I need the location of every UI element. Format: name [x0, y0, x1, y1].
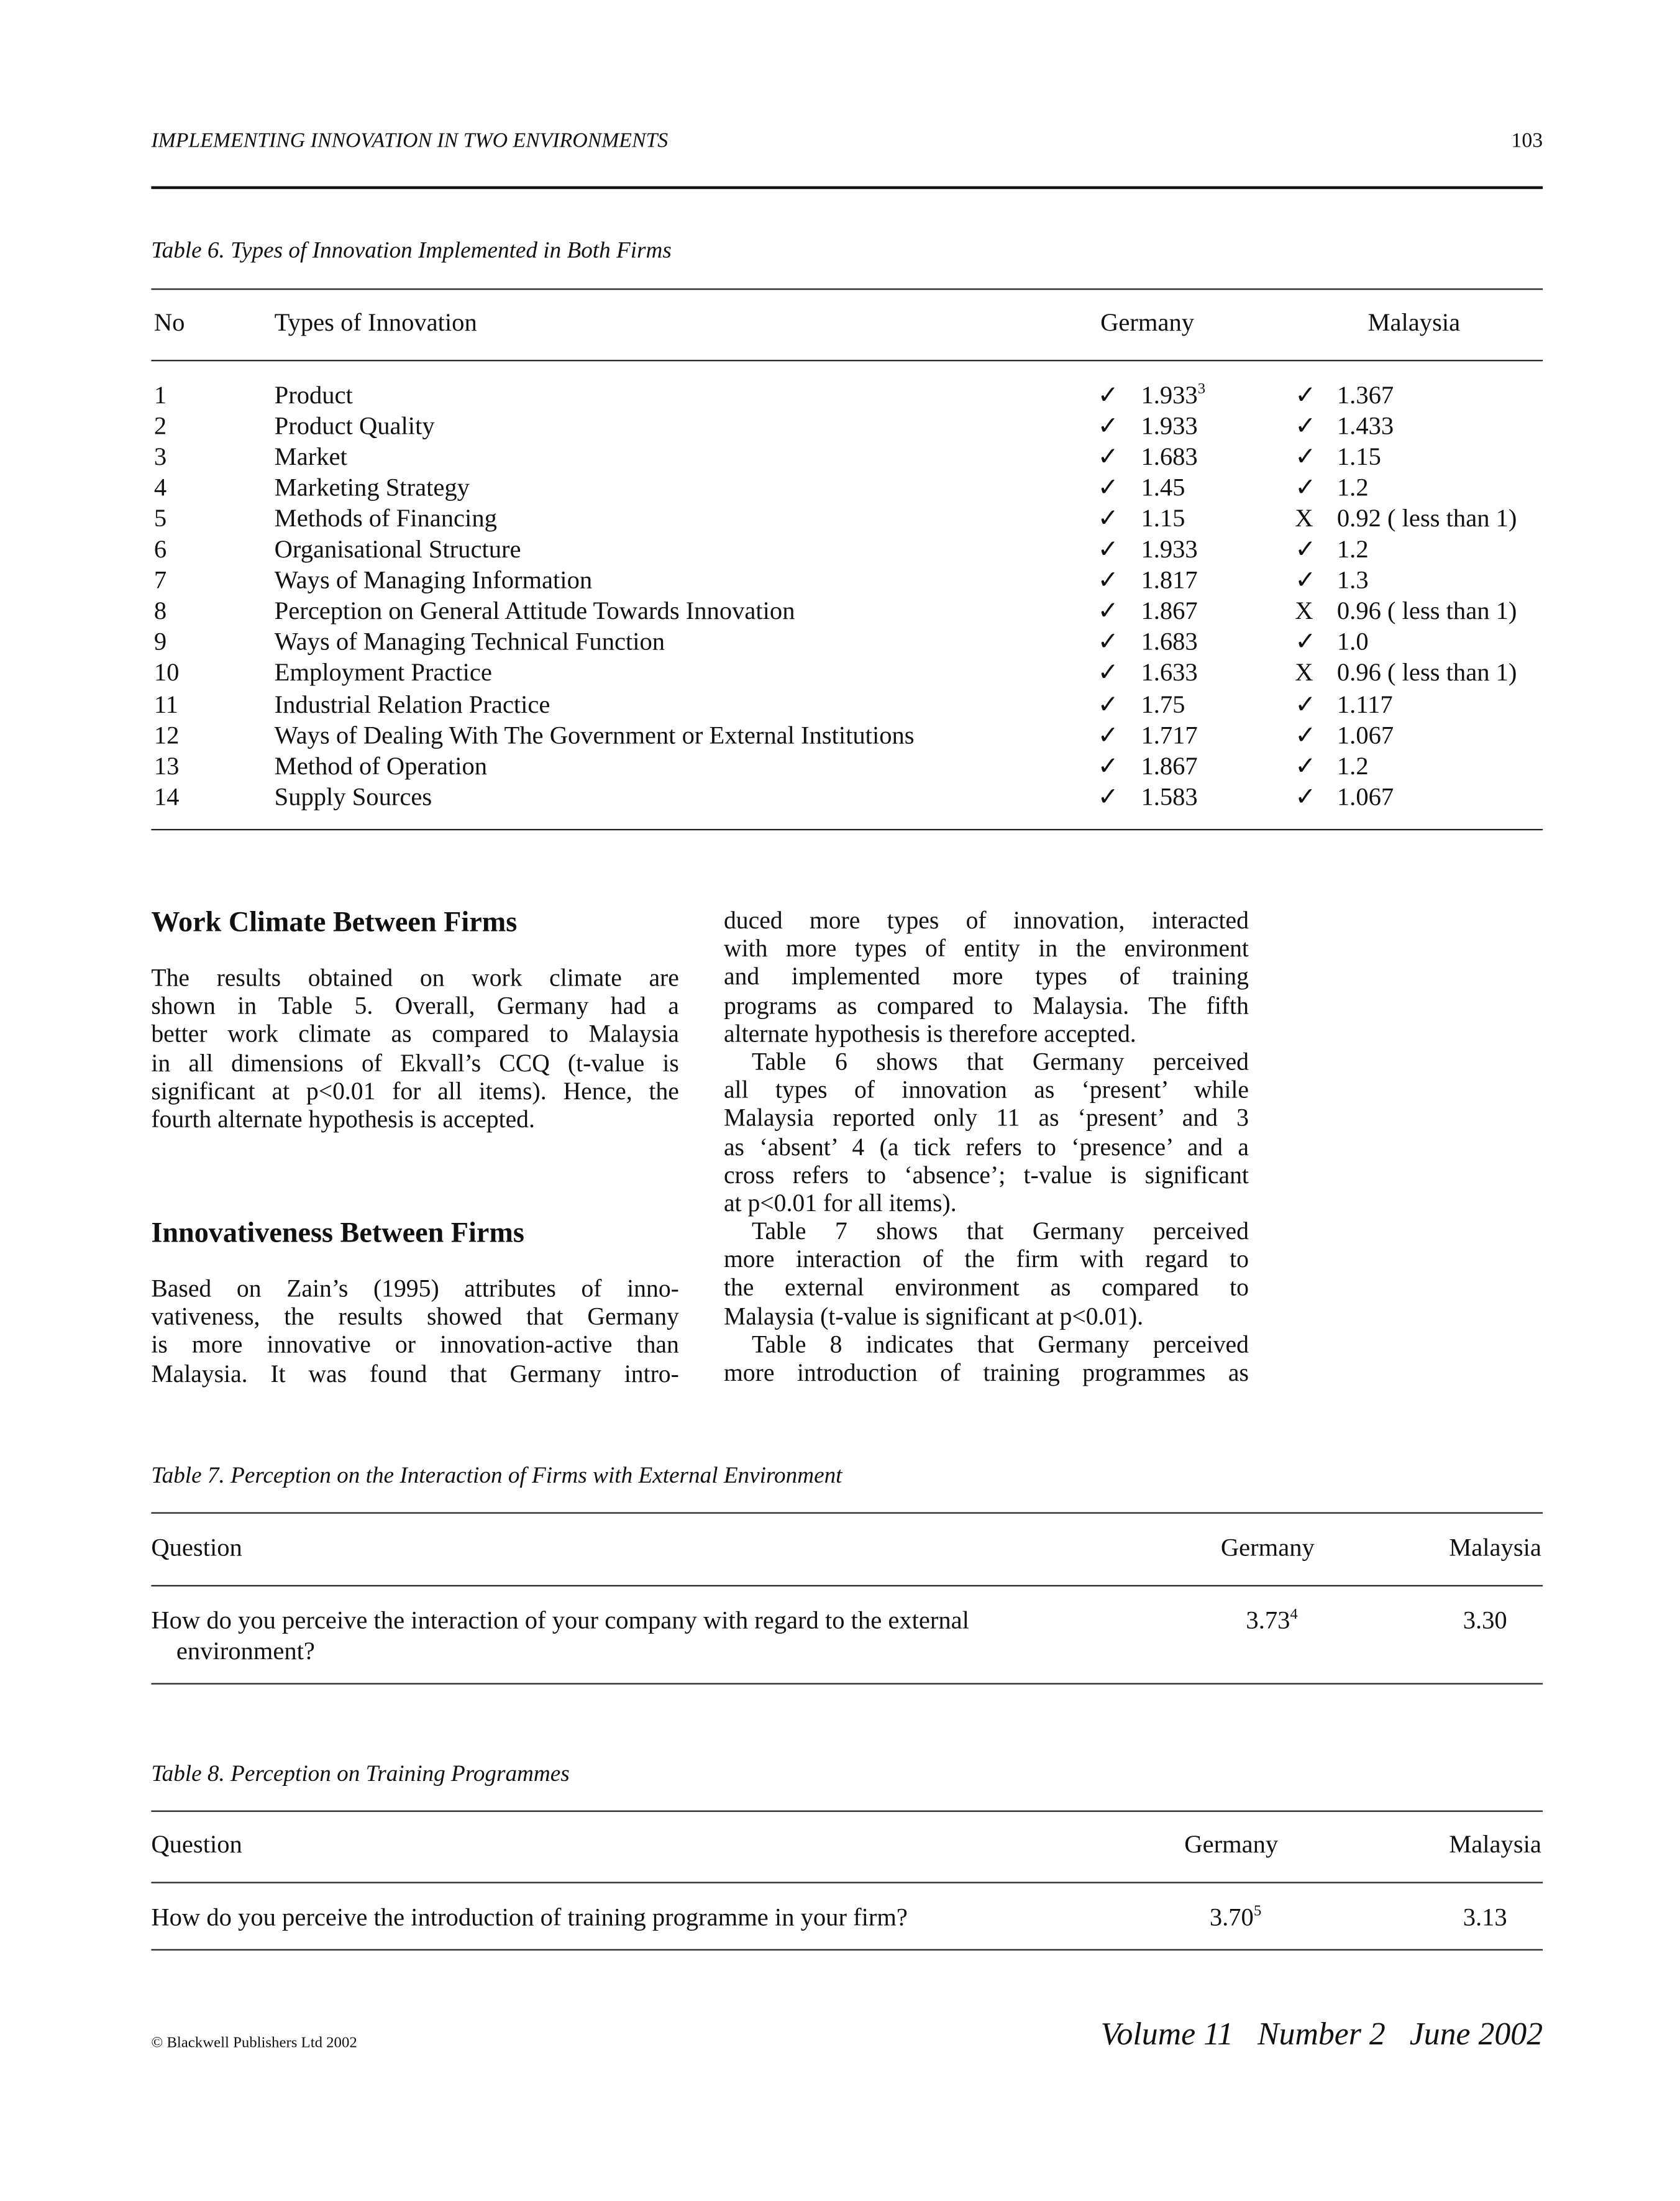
- text-line: at p<0.01 for all items).: [723, 1188, 957, 1217]
- text-line: Malaysia. It was found that Germany intro-: [151, 1358, 679, 1388]
- table8-header-germany: Germany: [1184, 1830, 1279, 1859]
- table7-caption: Table 7. Perception on the Interaction of Firms with External Environment: [151, 1462, 842, 1489]
- malaysia-value: 1.117: [1336, 689, 1393, 718]
- section-heading-work-climate: Work Climate Between Firms: [151, 907, 518, 938]
- germany-value: [1141, 751, 1197, 780]
- germany-value: [1141, 782, 1197, 812]
- innovation-type: Product: [274, 380, 353, 409]
- text-line: cross refers to ‘absence’; t-value is significant: [723, 1160, 1249, 1189]
- text-line: more introduction of training programmes as: [723, 1358, 1249, 1386]
- table7-germany-value: [1246, 1606, 1297, 1636]
- text-line: fourth alternate hypothesis is accepted.: [151, 1104, 535, 1133]
- table7-question-line2: environment?: [176, 1637, 315, 1665]
- value: 1.683: [1141, 442, 1198, 471]
- check-icon: ✓: [1295, 411, 1317, 440]
- innovation-type: Methods of Financing: [274, 504, 497, 533]
- text-line: vativeness, the results showed that Germany: [151, 1302, 679, 1331]
- malaysia-value: 1.067: [1336, 720, 1394, 749]
- check-icon: ✓: [1295, 442, 1317, 471]
- innovation-type: Product Quality: [274, 411, 435, 440]
- text-line: duced more types of innovation, interacted: [723, 905, 1249, 934]
- check-icon: ✓: [1295, 566, 1317, 595]
- table7-malaysia-value: 3.30: [1463, 1606, 1507, 1634]
- innovation-type: Ways of Managing Information: [274, 566, 593, 595]
- check-icon: ✓: [1097, 504, 1119, 533]
- innovation-type: Ways of Managing Technical Function: [274, 628, 665, 656]
- check-icon: ✓: [1097, 380, 1119, 409]
- row-number: 11: [153, 689, 178, 718]
- text-line: in all dimensions of Ekvall’s CCQ (t-value is: [151, 1048, 679, 1076]
- footnote-mark: 3: [1197, 380, 1206, 398]
- table6-header-germany: Germany: [1100, 308, 1195, 336]
- value: 1.717: [1141, 720, 1198, 749]
- malaysia-value: 1.15: [1336, 442, 1381, 471]
- malaysia-value: 1.2: [1336, 473, 1369, 501]
- value: 1.45: [1141, 473, 1185, 501]
- check-icon: ✓: [1097, 751, 1119, 780]
- issue-info: Volume 11 Number 2 June 2002: [1100, 2016, 1543, 2052]
- malaysia-value: 0.96 ( less than 1): [1336, 659, 1517, 687]
- cross-icon: X: [1295, 597, 1313, 625]
- row-number: 10: [153, 659, 180, 687]
- germany-value: [1141, 628, 1197, 657]
- innovation-type: Organisational Structure: [274, 535, 521, 564]
- row-number: 3: [153, 442, 167, 471]
- section-heading-innovativeness: Innovativeness Between Firms: [151, 1218, 524, 1249]
- check-icon: ✓: [1097, 535, 1119, 564]
- table7-top-rule: [151, 1512, 1543, 1514]
- footnote-mark: 4: [1290, 1606, 1298, 1623]
- table8-header-question: Question: [151, 1830, 242, 1859]
- table7-header-germany: Germany: [1220, 1533, 1315, 1562]
- table8-header-rule: [151, 1882, 1543, 1883]
- value: 3.73: [1246, 1606, 1290, 1634]
- check-icon: ✓: [1295, 628, 1317, 656]
- work-climate-paragraph: [151, 963, 678, 1133]
- row-number: 9: [153, 628, 167, 656]
- germany-value: [1141, 690, 1185, 719]
- table8-bottom-rule: [151, 1949, 1543, 1951]
- running-title: IMPLEMENTING INNOVATION IN TWO ENVIRONMENTS: [151, 130, 669, 153]
- innovation-type: Market: [274, 442, 347, 471]
- innovativeness-paragraph: [151, 1274, 678, 1388]
- text-line: Table 8 indicates that Germany perceived: [752, 1330, 1249, 1358]
- malaysia-value: 0.96 ( less than 1): [1336, 597, 1517, 625]
- malaysia-value: 1.067: [1336, 782, 1394, 810]
- germany-value: [1141, 505, 1185, 534]
- table8-malaysia-value: 3.13: [1463, 1903, 1507, 1931]
- value: 1.583: [1141, 782, 1198, 810]
- innovation-type: Ways of Dealing With The Government or External Institutions: [274, 720, 915, 749]
- text-line: Malaysia (t-value is significant at p<0.01).: [723, 1301, 1144, 1330]
- table7-bottom-rule: [151, 1683, 1543, 1684]
- value: 1.683: [1141, 628, 1198, 656]
- text-line: The results obtained on work climate are: [151, 963, 679, 992]
- table7-header-rule: [151, 1585, 1543, 1586]
- text-line: the external environment as compared to: [723, 1273, 1249, 1302]
- table6-header-no: No: [153, 308, 185, 336]
- check-icon: ✓: [1295, 689, 1317, 718]
- row-number: 14: [153, 782, 180, 810]
- check-icon: ✓: [1097, 628, 1119, 656]
- row-number: 5: [153, 504, 167, 533]
- check-icon: ✓: [1097, 442, 1119, 471]
- page-number: 103: [1511, 130, 1543, 153]
- malaysia-value: 0.92 ( less than 1): [1336, 504, 1517, 533]
- value: 1.867: [1141, 751, 1198, 780]
- value: 1.15: [1141, 504, 1185, 533]
- value: 1.867: [1141, 597, 1198, 625]
- row-number: 8: [153, 597, 167, 625]
- row-number: 13: [153, 751, 180, 780]
- row-number: 1: [153, 380, 167, 409]
- check-icon: ✓: [1295, 380, 1317, 409]
- text-line: more interaction of the firm with regard to: [723, 1245, 1249, 1273]
- table6-caption: Table 6. Types of Innovation Implemented in Both Firms: [151, 236, 672, 263]
- check-icon: ✓: [1295, 535, 1317, 564]
- check-icon: ✓: [1097, 566, 1119, 595]
- text-line: significant at p<0.01 for all items). Hence, the: [151, 1076, 679, 1105]
- table8-caption: Table 8. Perception on Training Programmes: [151, 1760, 570, 1787]
- germany-value: [1141, 720, 1197, 749]
- innovation-type: Marketing Strategy: [274, 473, 470, 501]
- innovation-type: Employment Practice: [274, 659, 492, 687]
- text-line: with more types of entity in the environment: [723, 934, 1249, 963]
- table8-question: How do you perceive the introduction of training programme in your firm?: [151, 1903, 908, 1931]
- germany-value: [1141, 381, 1205, 410]
- check-icon: ✓: [1295, 720, 1317, 749]
- table6-header-malaysia: Malaysia: [1367, 308, 1461, 336]
- check-icon: ✓: [1295, 473, 1317, 501]
- text-line: shown in Table 5. Overall, Germany had a: [151, 991, 679, 1020]
- row-number: 2: [153, 411, 167, 440]
- footnote-mark: 5: [1253, 1903, 1262, 1920]
- value: 1.933: [1141, 411, 1198, 440]
- table8-germany-value: [1210, 1903, 1261, 1932]
- check-icon: ✓: [1097, 597, 1119, 625]
- germany-value: [1141, 597, 1197, 626]
- right-column-text: [724, 906, 1249, 1386]
- malaysia-value: 1.433: [1336, 411, 1394, 440]
- malaysia-value: 1.2: [1336, 751, 1369, 780]
- value: 1.75: [1141, 689, 1185, 718]
- cross-icon: X: [1295, 659, 1313, 687]
- table7-header-question: Question: [151, 1533, 242, 1562]
- check-icon: ✓: [1295, 751, 1317, 780]
- germany-value: [1141, 659, 1197, 688]
- malaysia-value: 1.367: [1336, 380, 1394, 409]
- value: 1.817: [1141, 566, 1198, 595]
- table7-header-malaysia: Malaysia: [1449, 1533, 1541, 1562]
- value: 1.933: [1141, 380, 1198, 409]
- table6-top-rule: [151, 288, 1543, 290]
- malaysia-value: 1.2: [1336, 535, 1369, 564]
- check-icon: ✓: [1097, 411, 1119, 440]
- check-icon: ✓: [1295, 782, 1317, 810]
- table8-header-malaysia: Malaysia: [1449, 1830, 1541, 1859]
- germany-value: [1141, 566, 1197, 595]
- text-line: as ‘absent’ 4 (a tick refers to ‘presence’ and a: [723, 1132, 1249, 1160]
- header-rule: [151, 186, 1543, 190]
- malaysia-value: 1.3: [1336, 566, 1369, 595]
- table6-header-rule: [151, 360, 1543, 361]
- innovation-type: Industrial Relation Practice: [274, 689, 550, 718]
- innovation-type: Method of Operation: [274, 751, 488, 780]
- table6-bottom-rule: [151, 829, 1543, 830]
- innovation-type: Perception on General Attitude Towards Innovation: [274, 597, 795, 625]
- value: 1.933: [1141, 535, 1198, 564]
- germany-value: [1141, 442, 1197, 472]
- malaysia-value: 1.0: [1336, 628, 1369, 656]
- text-line: Table 7 shows that Germany perceived: [752, 1217, 1249, 1245]
- germany-value: [1141, 535, 1197, 564]
- text-line: Table 6 shows that Germany perceived: [752, 1047, 1249, 1076]
- table8-top-rule: [151, 1811, 1543, 1812]
- text-line: and implemented more types of training: [723, 962, 1249, 991]
- innovation-type: Supply Sources: [274, 782, 432, 810]
- text-line: better work climate as compared to Malaysia: [151, 1020, 679, 1048]
- text-line: programs as compared to Malaysia. The fifth: [723, 991, 1249, 1019]
- text-line: Based on Zain’s (1995) attributes of inno-: [151, 1274, 679, 1302]
- value: 3.70: [1209, 1903, 1254, 1931]
- germany-value: [1141, 412, 1197, 441]
- row-number: 4: [153, 473, 167, 501]
- table7-question-line1: How do you perceive the interaction of your company with regard to the external: [151, 1606, 969, 1634]
- check-icon: ✓: [1097, 473, 1119, 501]
- germany-value: [1141, 474, 1185, 503]
- table6-header-type: Types of Innovation: [274, 308, 477, 336]
- row-number: 7: [153, 566, 167, 595]
- text-line: is more innovative or innovation-active than: [151, 1330, 679, 1359]
- cross-icon: X: [1295, 504, 1313, 533]
- check-icon: ✓: [1097, 659, 1119, 687]
- row-number: 6: [153, 535, 167, 564]
- text-line: alternate hypothesis is therefore accepted.: [723, 1018, 1136, 1047]
- copyright: © Blackwell Publishers Ltd 2002: [151, 2034, 357, 2052]
- text-line: all types of innovation as ‘present’ while: [723, 1075, 1249, 1104]
- check-icon: ✓: [1097, 689, 1119, 718]
- text-line: Malaysia reported only 11 as ‘present’ and 3: [723, 1104, 1249, 1132]
- value: 1.633: [1141, 659, 1198, 687]
- check-icon: ✓: [1097, 720, 1119, 749]
- row-number: 12: [153, 720, 180, 749]
- check-icon: ✓: [1097, 782, 1119, 810]
